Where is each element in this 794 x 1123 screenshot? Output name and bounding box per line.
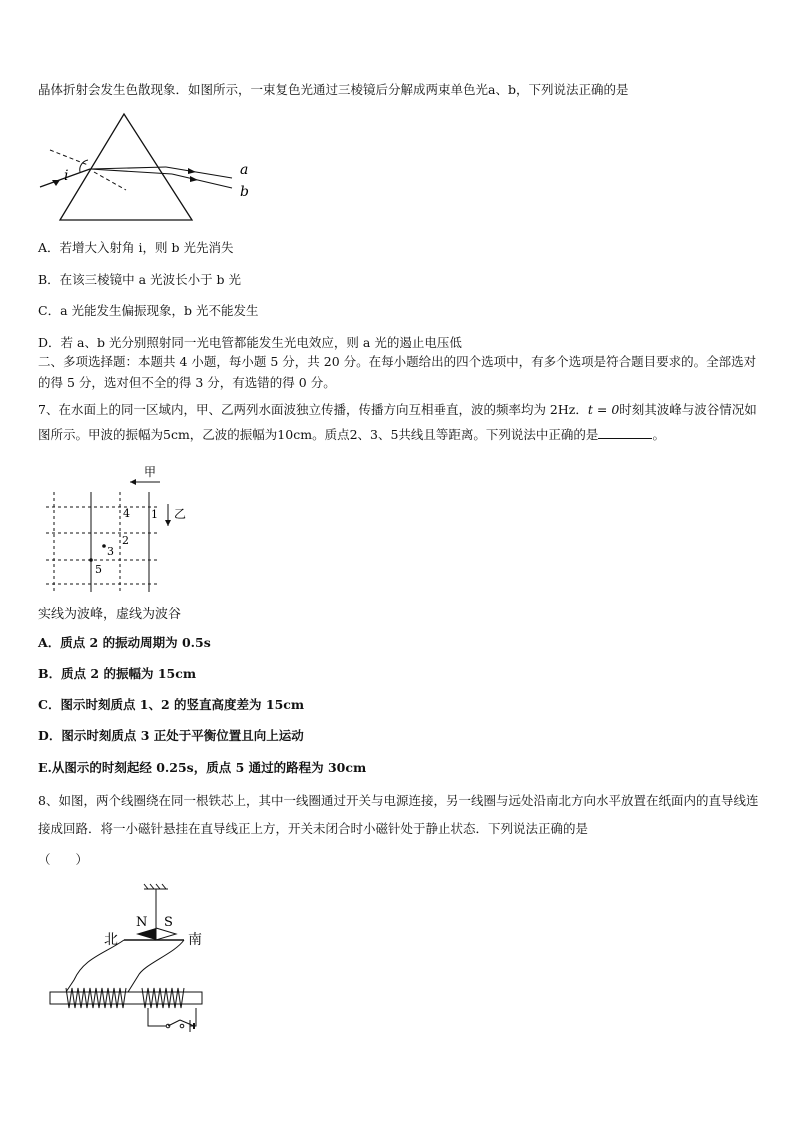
q6-option-c: C．a 光能发生偏振现象，b 光不能发生 [38,303,259,318]
switch-contact-2 [180,1024,184,1028]
point-3 [102,544,106,548]
label-yi: 乙 [174,507,187,521]
section2-instructions: 二、多项选择题：本题共 4 小题，每小题 5 分，共 20 分。在每小题给出的四个选项中，有多个选项是符合题目要求的。全部选对的得 5 分，选对但不全的得 3 分，有选错的得 0 分。 [38,354,757,390]
normal-line-2 [94,172,126,190]
label-S: S [164,915,173,930]
jia-arrow-head [130,479,136,485]
label-north: 北 [104,932,118,948]
refracted-ray-a [90,167,166,169]
q7-stem-part1: 7、在水面上的同一区域内，甲、乙两列水面波独立传播，传播方向互相垂直，波的频率均为 2Hz． [38,402,588,417]
switch-circuit-wire [148,1008,196,1026]
label-jia: 甲 [144,465,157,479]
q7-answer-blank [598,426,652,439]
q7-option-b: B．质点 2 的振幅为 15cm [38,666,197,681]
wire-right [128,940,184,992]
label-i: i [64,168,69,184]
q7-option-c: C．图示时刻质点 1、2 的竖直高度差为 15cm [38,697,305,712]
label-p2: 2 [122,534,129,547]
q6-option-a: A．若增大入射角 i，则 b 光先消失 [38,240,234,255]
label-b: b [240,184,249,200]
q8-stem: 8、如图，两个线圈绕在同一根铁芯上，其中一线圈通过开关与电源连接，另一线圈与远处沿南北方向水平放置在纸面内的直导线连接成回路．将一小磁针悬挂在直导线正上方，开关未闭合时小磁针处于静止状态．下列说法正确的是 [38,793,759,836]
incident-arrow [52,180,60,186]
arrow-a [188,168,196,174]
label-p5: 5 [95,563,102,576]
prism-figure [36,110,266,228]
label-N: N [136,915,148,930]
q6-option-b: B．在该三棱镜中 a 光波长小于 b 光 [38,272,242,287]
q6-option-d: D．若 a、b 光分别照射同一光电管都能发生光电效应，则 a 光的遏止电压低 [38,335,462,350]
q7-stem-end: 。 [652,427,665,442]
q7-time-label: t = 0 [587,402,620,417]
q7-option-a: A．质点 2 的振动周期为 0.5s [38,635,211,650]
q7-option-e: E.从图示的时刻起经 0.25s，质点 5 通过的路程为 30cm [38,760,367,775]
yi-arrow-head [165,520,171,526]
coil-figure [44,884,224,1034]
q7-stem-part2: 时刻其波峰与波谷情况如图所示。甲波的振幅为5cm，乙波的振幅为10cm。质点2、3、5共线且等距离。下列说法中正确的是 [38,402,757,442]
emergent-ray-a [166,167,232,178]
arrow-b [190,176,198,182]
label-p4: 4 [123,507,130,520]
label-p1: 1 [151,508,158,521]
q6-stem: 晶体折射会发生色散现象．如图所示，一束复色光通过三棱镜后分解成两束单色光a、b，下列说法正确的是 [38,82,629,97]
q8-answer-paren: （ ） [38,852,89,867]
q7-option-d: D．图示时刻质点 3 正处于平衡位置且向上运动 [38,728,304,743]
point-5 [89,558,93,562]
label-p3: 3 [107,545,114,558]
label-a: a [240,162,249,178]
q7-figure-caption: 实线为波峰，虚线为波谷 [38,607,182,622]
switch-lever [168,1020,180,1026]
label-south: 南 [188,932,202,948]
wave-figure [40,464,200,604]
q7-stem [38,397,762,447]
